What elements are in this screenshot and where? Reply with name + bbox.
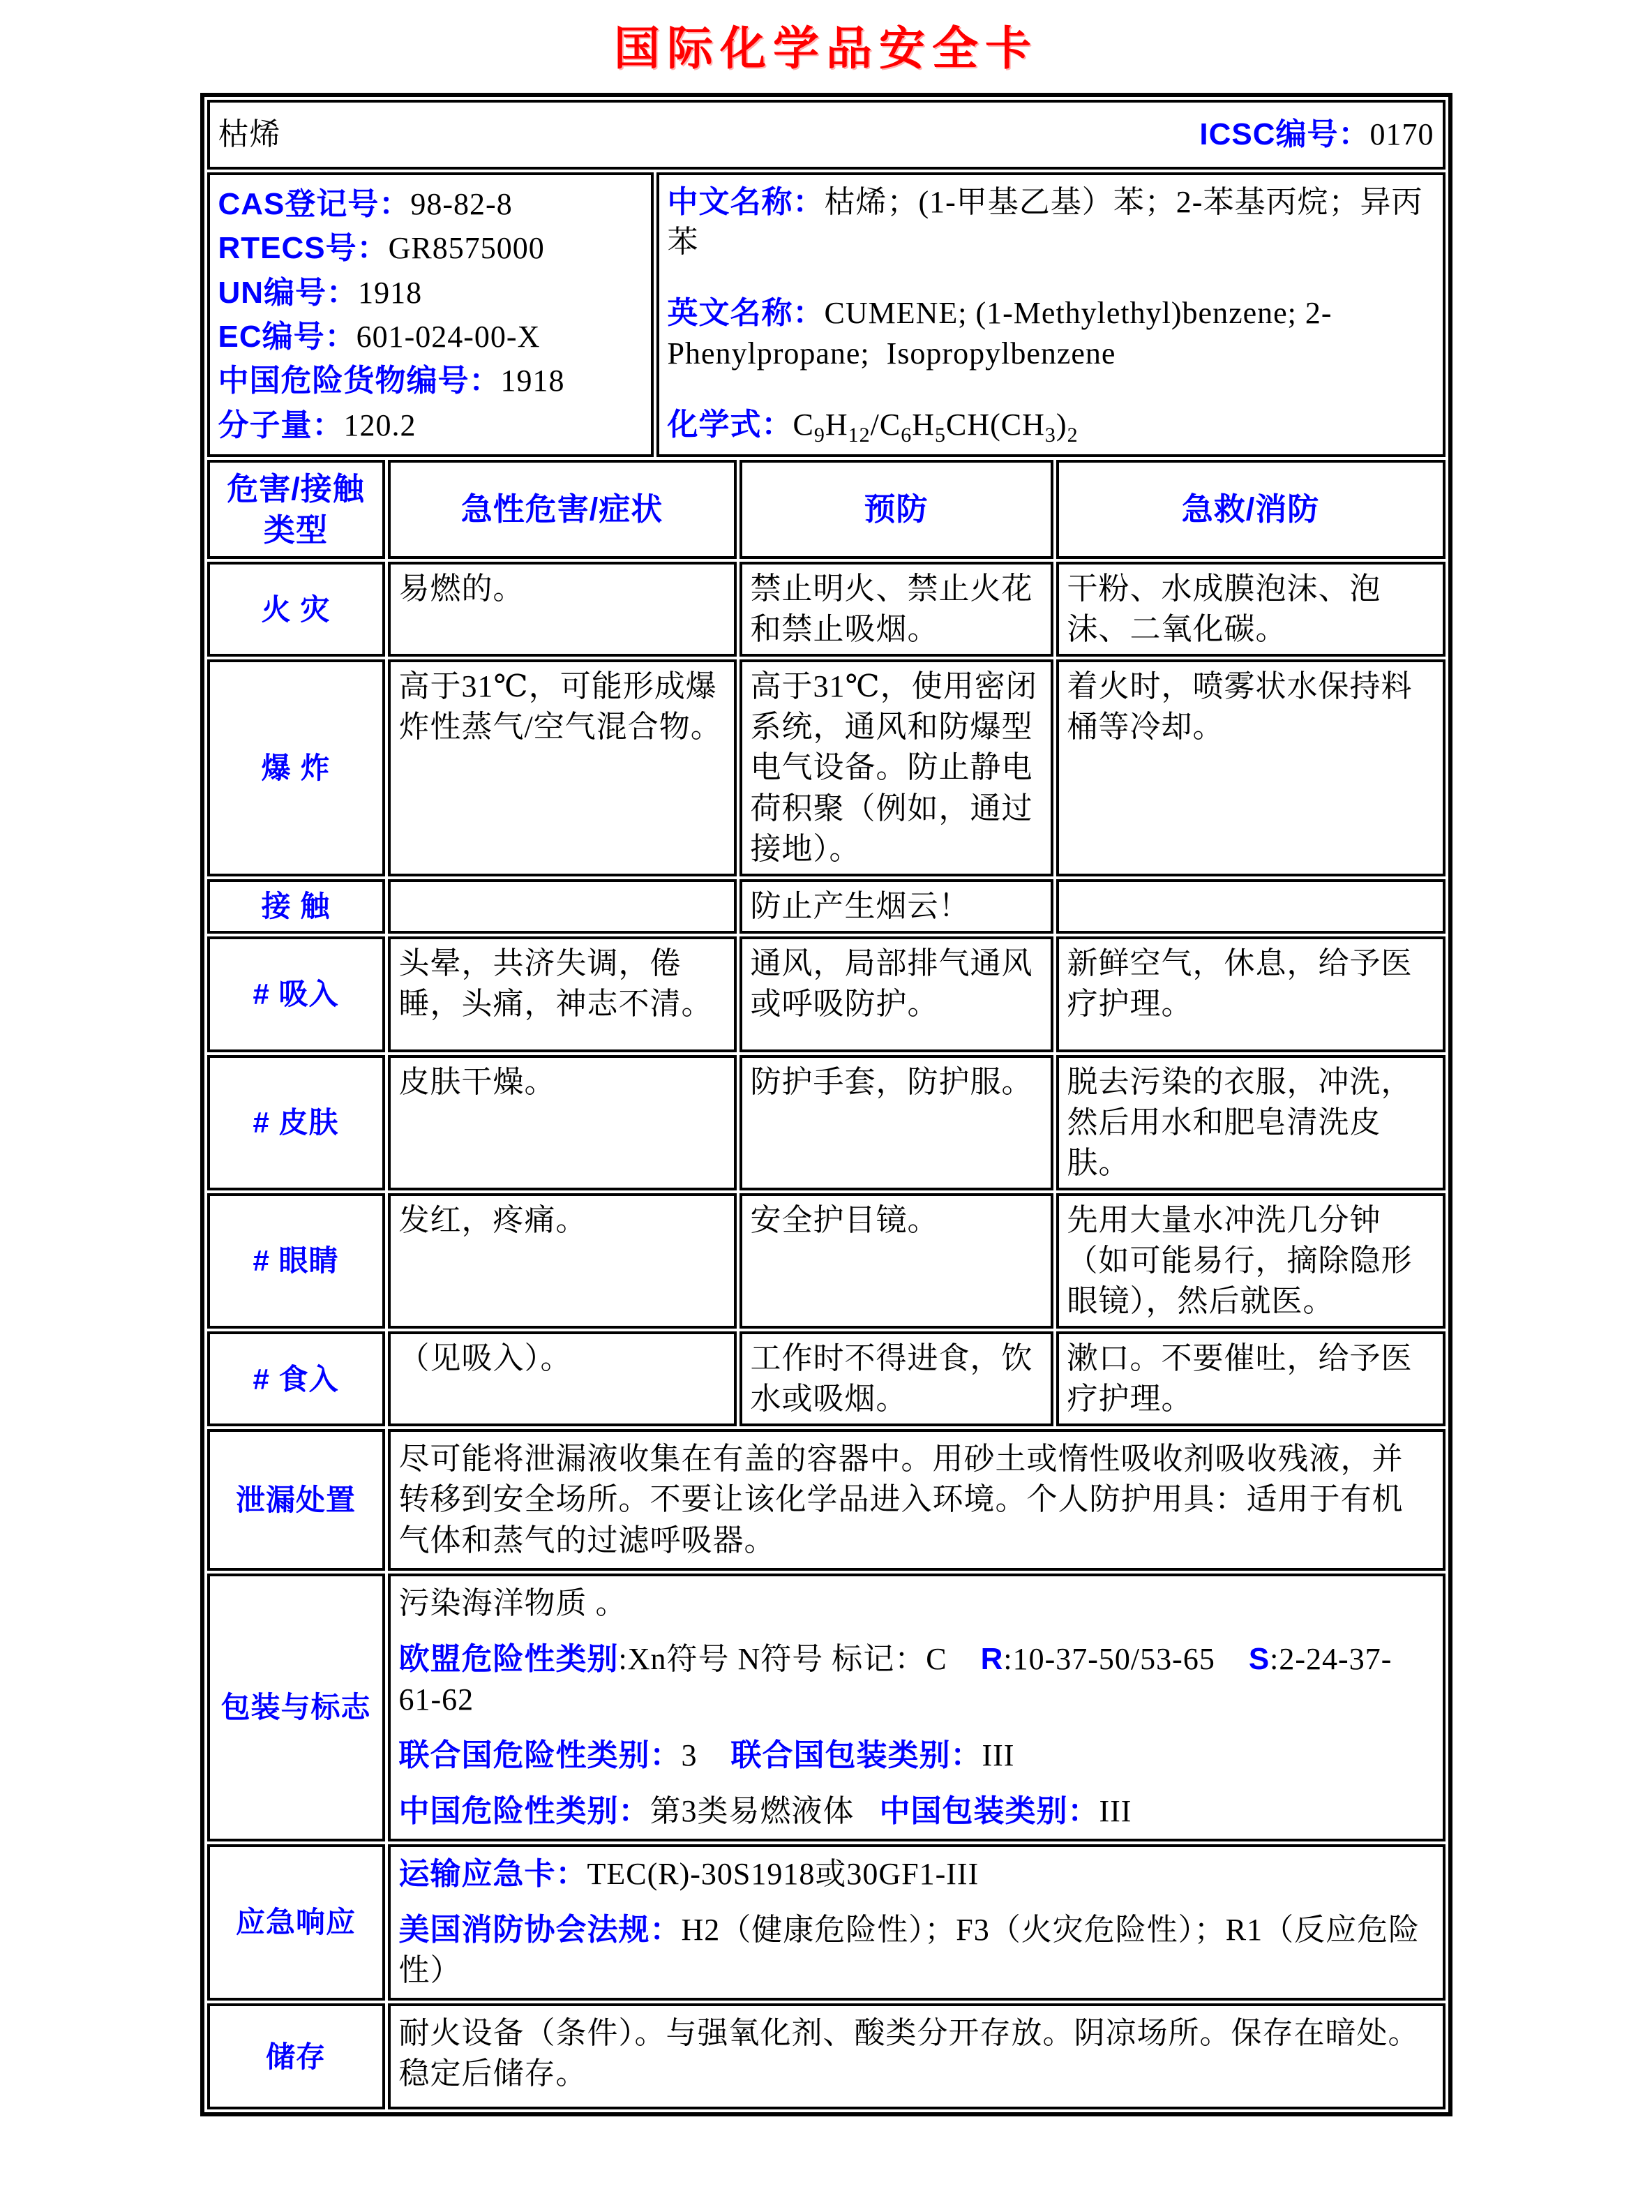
english-name-line	[668, 293, 1434, 373]
fire-type-label: 火 灾	[207, 562, 385, 657]
substance-name: 枯烯	[218, 117, 281, 151]
packaging-body: 污染海洋物质 。 欧盟危险性类别:Xn符号 N符号 标记：C R:10-37-50/53-65 S:2-24-37-61-62 联合国危险性类别：3 联合国包装类别：III 中国危险性类别：第3类易燃液体 中国包装类别：III	[388, 1574, 1446, 1841]
skin-symptoms: 皮肤干燥。	[388, 1055, 737, 1190]
chinese-name-line	[668, 182, 1434, 262]
icsc-number	[1199, 114, 1434, 155]
contact-symptoms	[388, 879, 737, 934]
safety-card	[200, 93, 1452, 2116]
china-dg-number-label: 中国危险货物编号：	[218, 364, 501, 398]
explosion-first-aid: 着火时，喷雾状水保持料桶等冷却。	[1056, 659, 1446, 876]
cas-number-value: 98-82-8	[410, 187, 513, 221]
identifiers-cell	[207, 172, 654, 457]
rtecs-number-label: RTECS号：	[218, 231, 389, 266]
fire-first-aid: 干粉、水成膜泡沫、泡沫、二氧化碳。	[1056, 562, 1446, 657]
row-ingestion	[207, 1331, 1446, 1426]
packaging-label: 包装与标志	[207, 1574, 385, 1841]
header-hazard-type-line2: 类型	[263, 512, 328, 548]
row-packaging	[207, 1574, 1446, 1841]
molecular-weight-line	[218, 403, 643, 447]
molecular-weight-value: 120.2	[343, 408, 416, 442]
contact-type-label: 接 触	[207, 879, 385, 934]
eyes-first-aid: 先用大量水冲洗几分钟（如可能易行，摘除隐形眼镜），然后就医。	[1056, 1193, 1446, 1329]
emergency-body: 运输应急卡：TEC(R)-30S1918或30GF1-III 美国消防协会法规：H2（健康危险性）；F3（火灾危险性）；R1（反应危险性）	[388, 1844, 1446, 2001]
row-explosion	[207, 659, 1446, 876]
header-prevention: 预防	[739, 460, 1053, 559]
formula-line	[667, 405, 1434, 447]
ingestion-symptoms: （见吸入）。	[388, 1331, 737, 1426]
header-hazard-type	[207, 460, 385, 559]
ingestion-prevention: 工作时不得进食，饮水或吸烟。	[739, 1331, 1053, 1426]
chinese-name-label: 中文名称：	[667, 185, 825, 219]
header-hazard-type-line1: 危害/接触	[227, 470, 365, 507]
ec-number-value: 601-024-00-X	[356, 320, 541, 354]
spillage-body: 尽可能将泄漏液收集在有盖的容器中。用砂土或惰性吸收剂吸收残液，并转移到安全场所。不要让该化学品进入环境。个人防护用具：适用于有机气体和蒸气的过滤呼吸器。	[388, 1429, 1446, 1570]
row-emergency	[207, 1844, 1446, 2001]
fire-symptoms: 易燃的。	[388, 562, 737, 657]
un-number-value: 1918	[358, 275, 423, 310]
ec-number-label: EC编号：	[218, 320, 356, 354]
cas-number-label: CAS登记号：	[218, 187, 411, 221]
un-number-line	[218, 271, 643, 315]
english-name-label: 英文名称：	[667, 296, 825, 331]
formula-value: $C_9H_{12}/C_6H_5CH(CH_3)_2$	[793, 407, 1079, 447]
inhalation-symptoms: 头晕，共济失调，倦睡，头痛，神志不清。	[388, 936, 737, 1052]
explosion-symptoms: 高于31℃，可能形成爆炸性蒸气/空气混合物。	[388, 659, 737, 876]
un-number-label: UN编号：	[218, 275, 359, 310]
row-eyes	[207, 1193, 1446, 1329]
row-contact	[207, 879, 1446, 934]
card-header-cell	[207, 100, 1446, 170]
storage-body: 耐火设备（条件）。与强氧化剂、酸类分开存放。阴凉场所。保存在暗处。稳定后储存。	[388, 2003, 1446, 2109]
hazard-table-header-row	[207, 460, 1446, 559]
row-spillage	[207, 1429, 1446, 1570]
emergency-label: 应急响应	[207, 1844, 385, 2001]
icsc-number-label: ICSC编号：	[1199, 117, 1370, 151]
contact-first-aid	[1056, 879, 1446, 934]
names-cell	[656, 172, 1446, 457]
storage-label: 储存	[207, 2003, 385, 2109]
row-inhalation	[207, 936, 1446, 1052]
page-title: 国际化学品安全卡	[614, 24, 1038, 75]
rtecs-number-line	[218, 226, 643, 270]
chinese-name-value: 枯烯；(1-甲基乙基）苯；2-苯基丙烷；异丙苯	[667, 185, 1423, 260]
inhalation-first-aid: 新鲜空气，休息，给予医疗护理。	[1056, 936, 1446, 1052]
inhalation-prevention: 通风，局部排气通风或呼吸防护。	[739, 936, 1053, 1052]
molecular-weight-label: 分子量：	[218, 408, 344, 442]
card-header-row	[207, 100, 1446, 170]
cas-number-line	[218, 182, 643, 226]
row-fire	[207, 562, 1446, 657]
eyes-symptoms: 发红，疼痛。	[388, 1193, 737, 1329]
header-first-aid: 急救/消防	[1056, 460, 1446, 559]
identity-row	[207, 172, 1446, 457]
inhalation-type-label: # 吸入	[207, 936, 385, 1052]
contact-prevention: 防止产生烟云！	[739, 879, 1053, 934]
explosion-type-label: 爆 炸	[207, 659, 385, 876]
row-skin	[207, 1055, 1446, 1190]
row-storage	[207, 2003, 1446, 2109]
formula-label: 化学式：	[667, 407, 793, 442]
icsc-number-value: 0170	[1369, 117, 1434, 151]
ingestion-type-label: # 食入	[207, 1331, 385, 1426]
skin-first-aid: 脱去污染的衣服，冲洗，然后用水和肥皂清洗皮肤。	[1056, 1055, 1446, 1190]
skin-prevention: 防护手套，防护服。	[739, 1055, 1053, 1190]
ingestion-first-aid: 漱口。不要催吐，给予医疗护理。	[1056, 1331, 1446, 1426]
spillage-label: 泄漏处置	[207, 1429, 385, 1570]
eyes-prevention: 安全护目镜。	[739, 1193, 1053, 1329]
header-symptoms: 急性危害/症状	[388, 460, 737, 559]
china-dg-number-line	[218, 359, 643, 403]
fire-prevention: 禁止明火、禁止火花和禁止吸烟。	[739, 562, 1053, 657]
explosion-prevention: 高于31℃，使用密闭系统，通风和防爆型电气设备。防止静电荷积聚（例如，通过接地）。	[739, 659, 1053, 876]
skin-type-label: # 皮肤	[207, 1055, 385, 1190]
ec-number-line	[218, 315, 643, 359]
rtecs-number-value: GR8575000	[388, 231, 545, 266]
eyes-type-label: # 眼睛	[207, 1193, 385, 1329]
china-dg-number-value: 1918	[500, 364, 565, 398]
english-name-value: CUMENE; (1-Methylethyl)benzene; 2-Phenylpropane; Isopropylbenzene	[667, 296, 1332, 371]
